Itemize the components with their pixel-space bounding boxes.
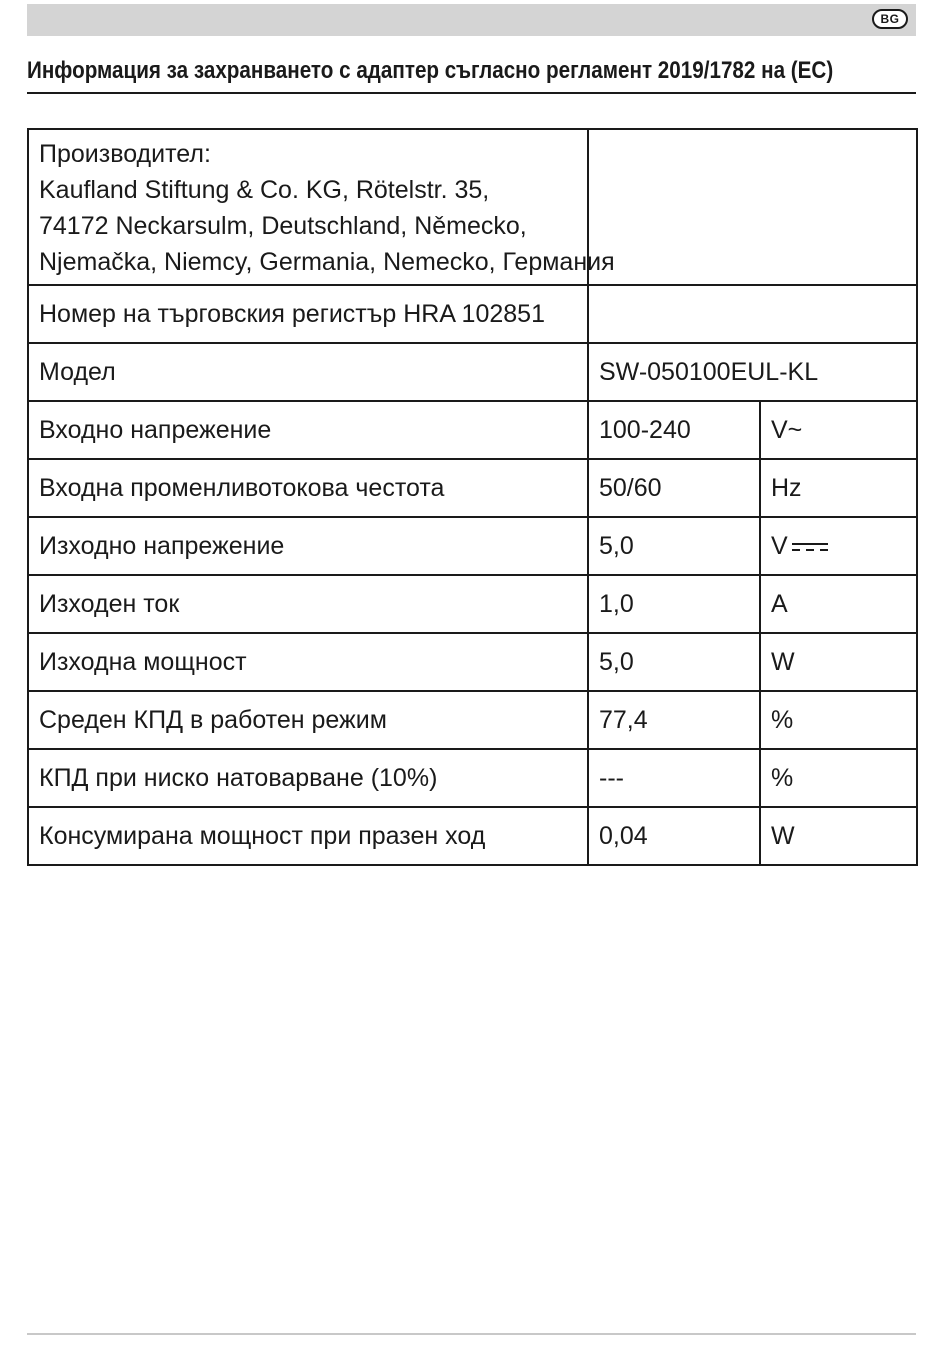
manufacturer-line: Njemačka, Niemcy, Germania, Nemecko, Германия	[39, 248, 615, 276]
title-divider	[27, 92, 916, 94]
row-label: Изходна мощност	[28, 633, 588, 691]
language-badge: BG	[872, 9, 908, 29]
table-row	[28, 633, 917, 691]
table-row	[28, 807, 917, 865]
row-unit: W	[760, 807, 917, 865]
direct-current-icon	[790, 540, 830, 554]
model-value: SW-050100EUL-KL	[588, 343, 917, 401]
register-label: Номер на търговския регистър HRA 102851	[28, 285, 588, 343]
row-label: КПД при ниско натоварване (10%)	[28, 749, 588, 807]
table-row	[28, 517, 917, 575]
table-row	[28, 459, 917, 517]
row-unit-cell	[760, 517, 917, 575]
manufacturer-cell	[28, 129, 615, 285]
row-label: Среден КПД в работен режим	[28, 691, 588, 749]
manufacturer-line: Kaufland Stiftung & Co. KG, Rötelstr. 35,	[39, 176, 490, 204]
row-value: 0,04	[588, 807, 760, 865]
model-label: Модел	[28, 343, 588, 401]
row-value: 1,0	[588, 575, 760, 633]
row-unit: A	[760, 575, 917, 633]
manufacturer-value-cell	[588, 129, 917, 285]
row-unit: %	[760, 749, 917, 807]
table-row	[28, 575, 917, 633]
row-value: ---	[588, 749, 760, 807]
row-value: 5,0	[588, 633, 760, 691]
footer-divider	[27, 1333, 916, 1335]
model-row	[28, 343, 917, 401]
row-value: 77,4	[588, 691, 760, 749]
row-value: 50/60	[588, 459, 760, 517]
row-label: Входно напрежение	[28, 401, 588, 459]
register-value-cell	[588, 285, 917, 343]
row-unit: Hz	[760, 459, 917, 517]
row-unit: V	[771, 531, 788, 560]
table-row	[28, 401, 917, 459]
row-value: 100-240	[588, 401, 760, 459]
row-label: Изходно напрежение	[28, 517, 588, 575]
manufacturer-row	[28, 129, 917, 285]
row-unit: V~	[760, 401, 917, 459]
row-label: Входна променливотокова честота	[28, 459, 588, 517]
row-unit: W	[760, 633, 917, 691]
manufacturer-line: 74172 Neckarsulm, Deutschland, Německo,	[39, 212, 527, 240]
table-row	[28, 749, 917, 807]
header-bar	[27, 4, 916, 36]
page-title: Информация за захранването с адаптер съгласно регламент 2019/1782 на (ЕС)	[27, 57, 834, 84]
row-value: 5,0	[588, 517, 760, 575]
row-label: Консумирана мощност при празен ход	[28, 807, 588, 865]
table-row	[28, 691, 917, 749]
row-unit: %	[760, 691, 917, 749]
manufacturer-line: Производител:	[39, 140, 211, 168]
adapter-info-table	[27, 128, 918, 866]
register-row	[28, 285, 917, 343]
row-label: Изходен ток	[28, 575, 588, 633]
